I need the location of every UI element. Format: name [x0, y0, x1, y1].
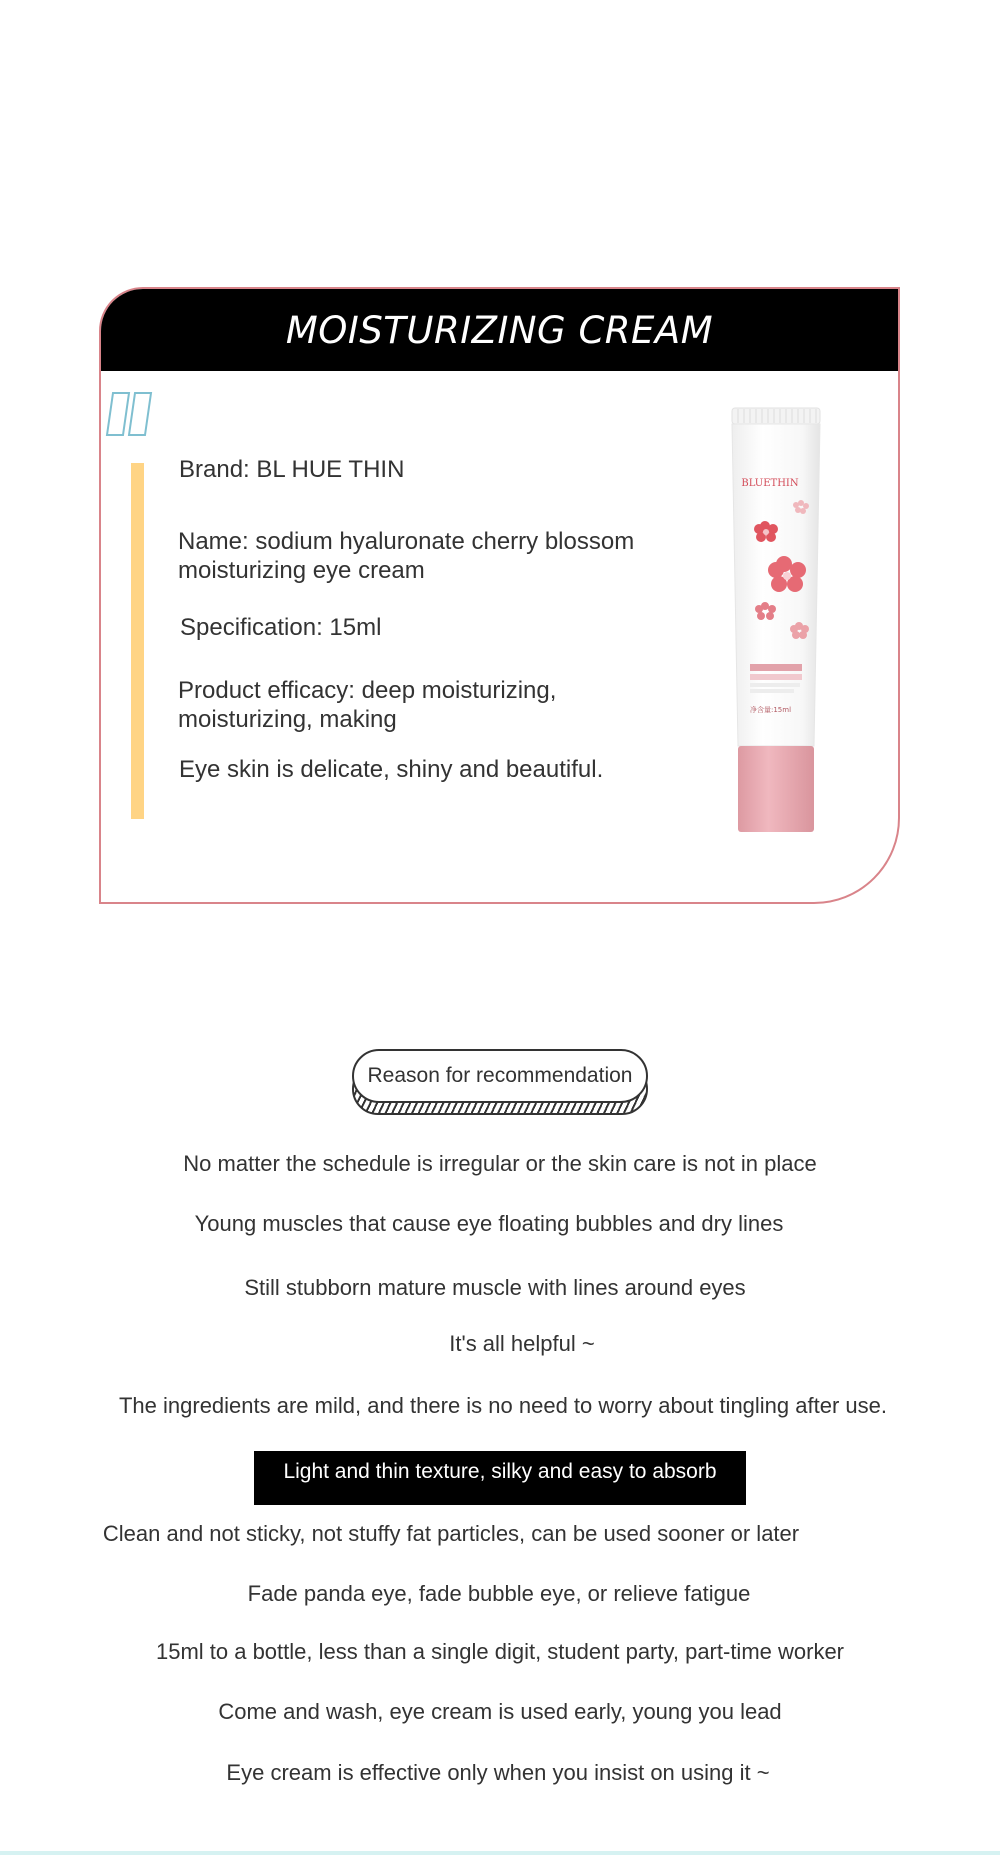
reason-line: The ingredients are mild, and there is no need to worry about tingling after use. — [118, 1393, 887, 1418]
reason-line: No matter the schedule is irregular or the skin care is not in place — [183, 1151, 817, 1176]
tube-volume-label: 净含量:15ml — [750, 706, 792, 714]
reason-line: Come and wash, eye cream is used early, young you lead — [218, 1699, 782, 1724]
badge-label: Reason for recommendation — [352, 1049, 648, 1103]
reason-line: Young muscles that cause eye floating bubbles and dry lines — [194, 1211, 784, 1236]
tube-brand-label: BLUETHIN — [741, 478, 799, 489]
reason-line: Still stubborn mature muscle with lines around eyes — [244, 1275, 746, 1300]
reason-line: It's all helpful ~ — [449, 1331, 595, 1356]
bottom-strip — [0, 1851, 1000, 1855]
reason-line: Clean and not sticky, not stuffy fat particles, can be used sooner or later — [102, 1521, 800, 1546]
decorative-squares-icon — [103, 388, 159, 438]
recommendation-badge — [352, 1049, 650, 1116]
accent-bar — [131, 463, 144, 819]
reason-line: 15ml to a bottle, less than a single digit, student party, part-time worker — [155, 1639, 845, 1664]
spec-specification: Specification: 15ml — [180, 614, 382, 641]
reason-line: Fade panda eye, fade bubble eye, or relieve fatigue — [247, 1581, 751, 1606]
card-header — [101, 289, 898, 371]
highlight-line: Light and thin texture, silky and easy to absorb — [283, 1460, 717, 1483]
reason-line: Eye cream is effective only when you insist on using it ~ — [226, 1760, 770, 1785]
spec-brand: Brand: BL HUE THIN — [179, 456, 405, 483]
eye-cream-tube-image — [728, 406, 824, 836]
spec-tagline: Eye skin is delicate, shiny and beautiful. — [179, 756, 604, 783]
spec-efficacy: Product efficacy: deep moisturizing, moisturizing, making — [178, 677, 557, 733]
card-title: MOISTURIZING CREAM — [285, 308, 714, 352]
spec-name: Name: sodium hyaluronate cherry blossom moisturizing eye cream — [178, 528, 635, 584]
